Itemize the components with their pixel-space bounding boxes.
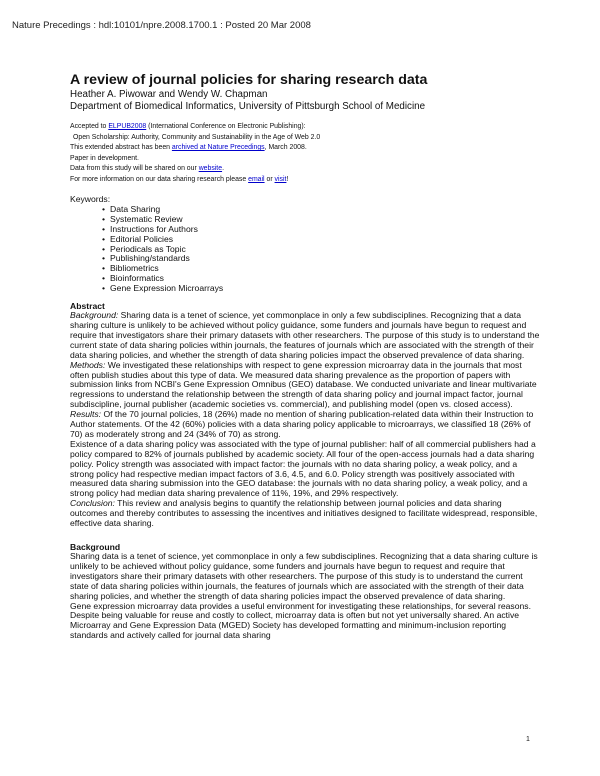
background-paragraph: Gene expression microarray data provides a useful environment for investigating these relationships, for several reasons. Despite being valuable for reuse and costly to collect, microarray data is often but not yet universally shared. An active Microarray and Gene Expression Data (MGED) Society has developed formatting and minimum-inclusion reporting standards and actively called for journal data sharing xyxy=(70,600,531,641)
abstract-conclusion: Conclusion: This review and analysis begins to quantify the relationship between journal policies and data sharing outcomes and thereby contributes to assessing the incentives and initiatives designed to facilitate widespread, responsible, effective data sharing. xyxy=(70,498,538,529)
page-number: 1 xyxy=(526,736,530,743)
keyword-item: • Periodicals as Topic xyxy=(102,243,186,254)
keyword-list xyxy=(70,205,540,294)
status-note: Paper in development. xyxy=(70,154,139,162)
abstract-section xyxy=(70,301,540,529)
info-note: For more information on our data sharing research please email or visit! xyxy=(70,175,289,183)
background-section xyxy=(70,542,540,641)
abstract-heading: Abstract xyxy=(70,301,105,312)
background-paragraph: Sharing data is a tenet of science, yet commonplace in only a few subdisciplines. Recognizing that a data sharing culture is unlikely to be achieved without policy guidance, some funders and journals have begun to request and require that investigators share their primary datasets with other researchers. The purpose of this study is to understand the current state of data sharing policies within journals, the features of journals which are associated with the strength of their data sharing policies, and whether the strength of data sharing policies impact the observed prevalence of data sharing. xyxy=(70,551,538,601)
bullet-icon: • xyxy=(102,203,106,214)
keyword-item: • Bioinformatics xyxy=(102,273,164,284)
bullet-icon: • xyxy=(102,273,106,284)
bullet-icon: • xyxy=(102,233,106,244)
watermark: Nature Precedings : hdl:10101/npre.2008.1700.1 : Posted 20 Mar 2008 xyxy=(12,20,311,31)
keyword-item: • Editorial Policies xyxy=(102,233,174,244)
conference-theme: Open Scholarship: Authority, Community and Sustainability in the Age of Web 2.0 xyxy=(73,133,321,141)
background-heading: Background xyxy=(70,542,121,552)
bullet-icon: • xyxy=(102,263,106,274)
keywords-label: Keywords: xyxy=(70,194,111,204)
visit-link[interactable]: visit xyxy=(274,175,287,183)
bullet-icon: • xyxy=(102,223,106,234)
bullet-icon: • xyxy=(102,253,106,264)
paper-title: A review of journal policies for sharing research data xyxy=(70,72,428,88)
paper-body xyxy=(70,72,540,641)
abstract-results: Results: Of the 70 journal policies, 18 (26%) made no mention of sharing publication-related data within their Instruction to Author statements. Of the 42 (60%) policies with a data sharing policy applicable to microarrays, we classified 18 (26% of 70) as moderately strong and 24 (34% of 70) as strong. xyxy=(70,409,534,439)
elpub-link[interactable]: ELPUB2008 xyxy=(108,123,147,130)
keyword-item: • Instructions for Authors xyxy=(102,223,198,234)
keyword-item: • Bibliometrics xyxy=(102,263,159,274)
keyword-item: • Publishing/standards xyxy=(102,253,190,264)
author-list: Heather A. Piwowar and Wendy W. Chapman xyxy=(70,89,268,100)
affiliation: Department of Biomedical Informatics, University of Pittsburgh School of Medicine xyxy=(70,100,426,112)
email-link[interactable]: email xyxy=(248,175,265,183)
abstract-results-continued: Existence of a data sharing policy was associated with the type of journal publisher: half of all commercial publishers had a policy compared to 82% of journals published by academic society. All four of the open-access journals had a data sharing policy. Policy strength was associated with impact factor: the journals with no data sharing policy, a weak policy, and a strong policy had respective median impact factors of 3.6, 4.5, and 6.0. Policy strength was positively associated with measured data sharing submission into the GEO database: the journals with no data sharing policy, a weak policy, and a strong policy had median data sharing prevalence of 11%, 19%, and 29% respectively. xyxy=(70,438,536,499)
bullet-icon: • xyxy=(102,213,106,224)
nature-precedings-link[interactable]: archived at Nature Precedings xyxy=(171,144,265,151)
keyword-item: • Gene Expression Microarrays xyxy=(102,283,224,294)
abstract-background: Background: Sharing data is a tenet of science, yet commonplace in only a few subdisciplines. Recognizing that a data sharing culture is unlikely to be achieved without policy guidance, some funders and journals have begun to request and require that investigators share their primary datasets with other researchers. The purpose of this study is to understand the current state of data sharing policies within journals, the features of journals which are associated with the strength of their data sharing policies, and whether the strength of data sharing policies impact the observed prevalence of data sharing. xyxy=(70,310,540,360)
bullet-icon: • xyxy=(102,243,106,254)
data-note: Data from this study will be shared on our website. xyxy=(70,165,224,172)
abstract-methods: Methods: We investigated these relationships with respect to gene expression microarray data in the journals that most often publish studies about this type of data. We measured data sharing prevalence as the proportion of papers with submission links from NCBI's Gene Expression Omnibus (GEO) database. We conducted univariate and linear multivariate regressions to understand the relationship between the strength of data sharing policy and journal impact factor, journal subdiscipline, journal publisher (academic societies vs. commercial), and publishing model (open vs. closed access). xyxy=(70,359,537,410)
keyword-item: • Systematic Review xyxy=(102,213,183,224)
archived-note: This extended abstract has been archived at Nature Precedings, March 2008. xyxy=(70,144,307,151)
bullet-icon: • xyxy=(102,283,106,294)
website-link[interactable]: website xyxy=(198,165,223,172)
keyword-item: • Data Sharing xyxy=(102,203,161,214)
accepted-note: Accepted to ELPUB2008 (International Conference on Electronic Publishing): xyxy=(70,123,306,130)
